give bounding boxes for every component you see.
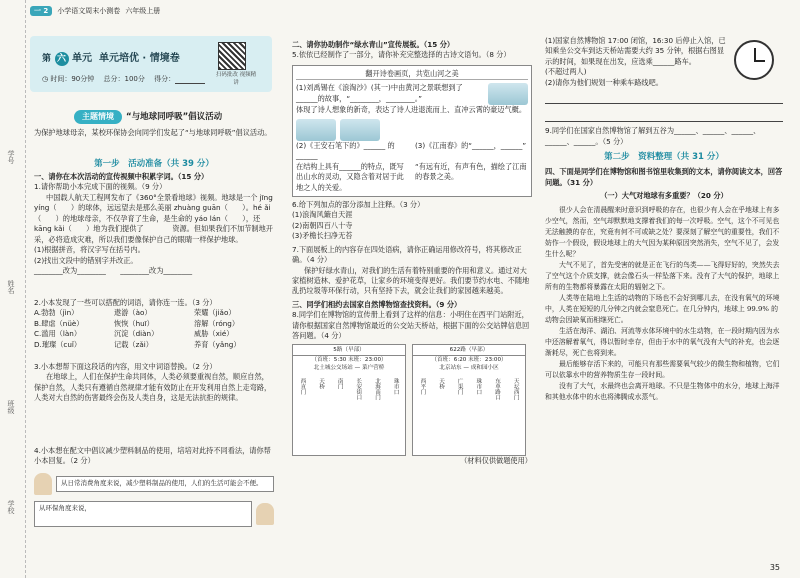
page-number: 35 (769, 563, 780, 573)
exam-meta: ◷ 时间：90分钟 总分：100分 得分： (42, 74, 205, 84)
speech-bubble-1: 从日常消费角度来说，减少塑料制品的使用，人们的生活可能会不便。 (56, 476, 274, 491)
question-8: 三、同学们相约去国家自然博物馆查找资料。（9 分） 8.同学们在博物馆的宣传册上看到了这样的信息：小明住在西平门站附近，请你根据国家自然博物馆最近的公交站天桥站，根据下面的公交站牌信息回答问题。（4 分） 5路（早部） （首班：5:30 末班：23:00） 北土城公交场站 — 菜户营桥 西直门 天桥 南门 长安街口 北海南门 珠市口 622路（早部） （首班：6:20 末班：23:00） 北京站东 — 成和园小区 西平门 天桥 广渠门 珠市口 东单路口 天坛西门 （材料仅供做题使用） (292, 299, 532, 465)
grade-label: 六年级上册 (125, 7, 161, 15)
right-column: (1)国家自然博物馆 17:00 闭馆，16:30 后停止入馆，已知乘坐公交车到达天桥站需要大约 35 分钟，根据右图显示的时间，如果现在出发，应选乘______路车。 (不超过两人) (2)请你为他们规划一种乘车路线吧。 9.同学们在国家自然博物馆了解到五谷为______、______、______、______、______。（5 分） 第二步 资料整理（共 31 分） 四、下面是同学们在博物馆和图书馆里收集到的文本，请你阅读文本，回答问题。（31 分） （一）大气对地球有多重要？（20 分） 很少人会在清晨醒来时意识到呼吸的存在，也很少有人会在乎地球上有多少空气，然而，空气却默默地支撑着我们的每一次呼吸。空气，这个不可见也无法触摸的存在，究竟有何不可或缺之处？要深刻了解空气的重要性，我们不妨作一个假设，假设地球上的大气因为某种原因突然消失，空气不见了，会发生什么呢？ 大气不见了，首先受害的就是正在飞行的鸟类——飞得好好的，突然失去了空气这个介质支撑，就会像石头一样坠落下来。没有了大气的保护，地球上所有的生物都将暴露在太阳的辐射之下。 人类等在陆地上生活的动物的下场也不会好到哪儿去，在没有氧气的环境中，人类在短短的几分钟之内就会窒息死亡。在几分钟内，地球上 99.9% 的动物会因缺氧而相继死亡。 生活在海洋、湖泊、河流等水体环境中的水生动物，在一段时期内因为水中还溶解着氧气，得以暂时幸存，但由于水中的氧气没有大气的补充，也会逐渐耗尽，死亡也将到来。 最后能够存活下来的，可能只有那些需要氧气较少的微生物和植物，它们可以依靠水中的营养物质生存一段时间。 没有了大气，水最终也会离开地球。不只是生物体中的水分，地球上海洋和其他水体中的水也将沸腾成水蒸气。 (545, 36, 783, 404)
poster-box: 翻开诗卷画页，共览山河之美 (1)刘禹锡在《浪淘沙》(其一)中由黄河之景联想到了______的故事，“________，________。” 体现了诗人想象的新奇，表达了诗人进退流而上、直冲云霄的豪迈气概。 (2)《王安石笔下的》______ 的______ (3)《江南春》的“______，______” 在结构上具有______的特点，既写出山水的灵动，又隐含着对居于此地之人的关爱。 “有远有近，有声有色，描绘了江南的春景之美。 (292, 65, 532, 197)
student-avatar-icon (34, 473, 52, 495)
spine-student-id-label: 学号 (7, 150, 15, 164)
poster-banner: 翻开诗卷画页，共览山河之美 (296, 69, 528, 80)
question-1: 一、请你在本次活动的宣传视频中积累字词。（15 分） 1.请你帮助小本完成下面的视频。（9 分） 中国载人航天工程网发布了《360°全景看地球》视频。地球是一个 jīng yíng（ ）的球体，远远望去是那么美丽 zhuàng guān（ ）。hé ǎi（ ）的地球母亲，不仅孕育了生命，是生命的 yáo lán（ ），还 kāng kǎi（ ）地为我们提供了 资源。但如果我们不加节制地开采，必将造成灾难，所以我们要像保护自己的眼睛一样保护地球。 (1)根据拼音，将汉字写在括号内。 (2)找出文段中的错别字并改正。 ________改为________ ________改为________ (34, 172, 273, 275)
unit-subtitle: 单元培优 · 情境卷 (98, 53, 180, 64)
question-3: 3.小本想帮下面这段话的内容，用文中词语替换。（2 分） 在地球上，人们在保护生命共同体，人类必须要重视自然，顺应自然，保护自然，人类只有遵循自然规律才能有效防止在开发利用自然上走弯路，人类对大自然的伤害最终会伤及人类自身，这是无法抗拒的规律。 (34, 362, 272, 403)
step1-heading: 第一步 活动准备（共 39 分） (94, 159, 214, 169)
answer-line[interactable] (545, 88, 783, 104)
q1-passage: 中国载人航天工程网发布了《360°全景看地球》视频。地球是一个 jīng yíng（ ）的球体，远远望去是那么美丽 zhuàng guān（ ）。hé ǎi（ ）的地球母亲，不仅孕育了生命，是生命的 yáo lán（ ），还 kāng kǎi（ ）地为我们提供了 资源。但如果我们不加节制地开采，必将造成灾难，所以我们要像保护自己的眼睛一样保护地球。 (34, 192, 273, 244)
bus-sign-5: 5路（早部） （首班：5:30 末班：23:00） 北土城公交场站 — 菜户营桥 西直门 天桥 南门 长安街口 北海南门 珠市口 (292, 344, 406, 456)
answer-line[interactable] (545, 108, 783, 122)
student-avatar-icon (256, 503, 274, 525)
spine-school-label: 学校 (7, 500, 15, 514)
theme-pill: 主题情境 (74, 110, 122, 124)
article-body: 很少人会在清晨醒来时意识到呼吸的存在，也很少有人会在乎地球上有多少空气，然而，空气却默默地支撑着我们的每一次呼吸。空气，这个不可见也无法触摸的存在，究竟有何不可或缺之处？要深刻了解空气的重要性，我们不妨作一个假设，假设地球上的大气因为某种原因突然消失，空气不见了，会发生什么呢？ 大气不见了，首先受害的就是正在飞行的鸟类——飞得好好的，突然失去了空气这个介质支撑，就会像石头一样坠落下来。没有了大气的保护，地球上所有的生物都将暴露在太阳的辐射之下。 人类等在陆地上生活的动物的下场也不会好到哪儿去，在没有氧气的环境中，人类在短短的几分钟之内就会窒息死亡。在几分钟内，地球上 99.9% 的动物会因缺氧而相继死亡。 生活在海洋、湖泊、河流等水体环境中的水生动物，在一段时期内因为水中还溶解着氧气，得以暂时幸存，但由于水中的氧气没有大气的补充，也会逐渐耗尽，死亡也将到来。 最后能够存活下来的，可能只有那些需要氧气较少的微生物和植物，它们可以依靠水中的营养物质生存一段时间。 没有了大气，水最终也会离开地球。不只是生物体中的水分，地球上海洋和其他水体中的水也将沸腾成水蒸气。 (545, 205, 780, 402)
intro-text: 为保护地球母亲，某校环保协会向同学们发起了“与地球同呼吸”倡议活动。 (34, 128, 272, 137)
page-tag: 一 2 (30, 6, 52, 16)
binding-margin (0, 0, 26, 578)
question-4: 4.小本想在配文中倡议减少塑料制品的使用，培培对此持不同看法，请你帮小本回复。（2 分） 从日常消费角度来说，减少塑料制品的使用，人们的生活可能会不便。 从环保角度来说， (34, 446, 274, 527)
theme-heading (74, 110, 222, 124)
material-note: （材料仅供做题使用） (460, 455, 532, 465)
question-9[interactable]: 9.同学们在国家自然博物馆了解到五谷为______、______、______、______、______。（5 分） (545, 126, 761, 146)
step2-heading: 第二步 资料整理（共 31 分） (604, 152, 724, 163)
question-7: 7.下面展板上的内容存在四处语病，请你正确运用修改符号，将其修改正确。（4 分） 保护好绿水青山，对我们的生活有着特别重要的作用和意义。通过对大家植树造林、爱护花草，让家乡的环境变得更好。我们要节约水电、不随地乱扔垃圾等环保行动，只有坚持下去，就会让我们的家园越来越美。 (292, 244, 530, 296)
riverside-illustration (296, 119, 336, 141)
middle-column: 二、请你协助制作“绿水青山”宣传展板。（15 分） 5.依依已经制作了一部分，请你补充完整选择的古诗文语句。（8 分） 翻开诗卷画页，共览山河之美 (1)刘禹锡在《浪淘沙》(其一)中由黄河之景联想到了______的故事，“________，________。” 体现了诗人想象的新奇，表达了诗人进退流而上、直冲云霄的豪迈气概。 (2)《王安石笔下的》______ 的______ (3)《江南春》的“______，______” 在结构上具有______的特点，既写出山水的灵动，又隐含着对居于此地之人的关爱。 “有远有近，有声有色，描绘了江南的春景之美。 6.给下列加点的部分添加上注释。（3 分） (1)浪淘风簸自天涯 (2)南朝四百八十寺 (3)矛檐长扫净无苔 7.下面展板上的内容存在四处语病，请你正确运用修改符号，将其修改正确。（4 分） 保护好绿水青山，对我们的生活有着特别重要的作用和意义。通过对大家植树造林、爱护花草，让家乡的环境变得更好。我们要节约水电、不随地乱扔垃圾等环保行动，只有坚持下去，就会让我们的家园越来越美。 三、同学们相约去国家自然博物馆查找资料。（9 分） 8.同学们在博物馆的宣传册上看到了这样的信息：小明住在西平门站附近，请你根据国家自然博物馆最近的公交站天桥站，根据下面的公交站牌信息回答问题。（4 分） 5路（早部） （首班：5:30 末班：23:00） 北土城公交场站 — 菜户营桥 西直门 天桥 南门 长安街口 北海南门 珠市口 622路（早部） （首班：6:20 末班：23:00） 北京站东 — 成和园小区 西平门 天桥 广渠门 珠市口 东单路口 天坛西门 （材料仅供做题使用） (292, 40, 532, 465)
landscape-illustration (488, 83, 528, 105)
q1-correction-blanks[interactable]: ________改为________ ________改为________ (34, 265, 193, 275)
spine-class-label: 班级 (7, 400, 15, 414)
question-6: 6.给下列加点的部分添加上注释。（3 分） (1)浪淘风簸自天涯 (2)南朝四百八十寺 (3)矛檐长扫净无苔 (292, 199, 425, 241)
speech-bubble-2[interactable]: 从环保角度来说， (34, 501, 252, 527)
unit-title: 第 六 单元 单元培优 · 情境卷 (42, 53, 180, 64)
spine-name-label: 姓名 (7, 280, 15, 294)
unit-number: 六 (55, 52, 69, 66)
book-title: 小学语文周末小测卷 (57, 7, 121, 15)
q2-word-grid: A.勃勃（jìn） 遨游（ào） 荣耀（jiǎo） B.肆虐（nüè） 恢恢（huī） 溶解（róng） C.滥用（làn） 沉淀（diàn） 威胁（xié） D.璀璨（cuǐ） 记载（zǎi） 养育（yǎng） (34, 308, 241, 349)
book-header (30, 6, 160, 16)
bus-sign-622: 622路（早部） （首班：6:20 末班：23:00） 北京站东 — 成和园小区 西平门 天桥 广渠门 珠市口 东单路口 天坛西门 (412, 344, 526, 456)
qr-caption: 扫码批改 视频精讲 (215, 72, 257, 86)
article-title: （一）大气对地球有多重要？（20 分） (600, 191, 728, 201)
boat-illustration (340, 119, 380, 141)
qr-code-icon[interactable] (218, 42, 246, 70)
clock-icon: ◷ (42, 75, 49, 83)
question-2: 2.小本发现了一些可以搭配的词语，请你连一连。（3 分） A.勃勃（jìn） 遨游（ào） 荣耀（jiǎo） B.肆虐（nüè） 恢恢（huī） 溶解（róng） C.滥用（làn） 沉淀（diàn） 威胁（xié） D.璀璨（cuǐ） 记载（zǎi） 养育（yǎng） (34, 298, 274, 350)
theme-title: “与地球同呼吸”倡议活动 (126, 111, 223, 122)
